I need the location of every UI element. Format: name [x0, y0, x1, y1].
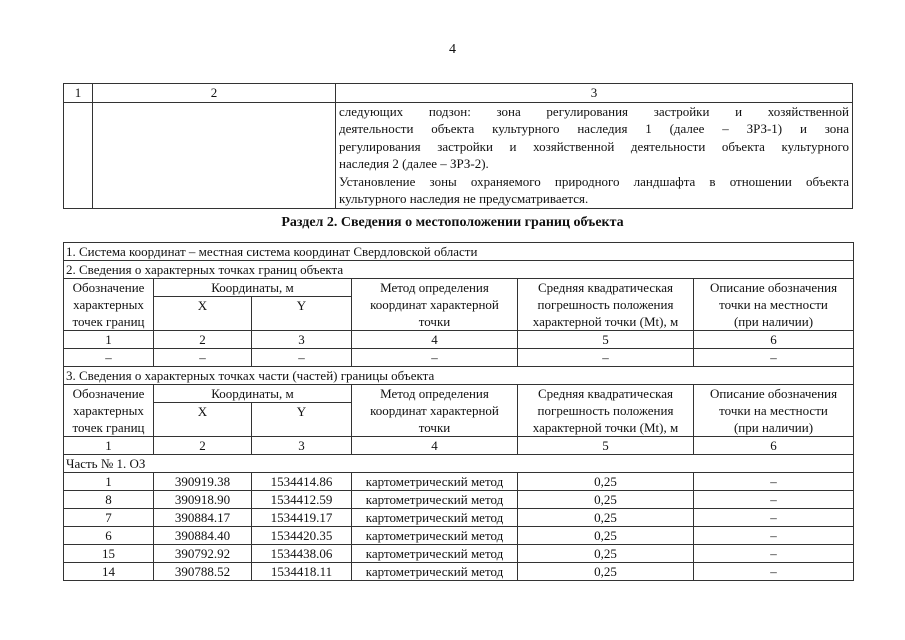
table-cell: картометрический метод: [352, 491, 518, 509]
table-cell: картометрический метод: [352, 473, 518, 491]
table-cell: –: [694, 491, 854, 509]
coordinate-system-row: 1. Система координат – местная система координат Свердловской области: [64, 243, 854, 261]
header-cell: 1: [64, 84, 93, 103]
table-cell: 1534438.06: [252, 545, 352, 563]
method-header: Метод определения координат характерной точки: [352, 279, 518, 331]
table-row: [64, 102, 853, 208]
method-header: Метод определения координат характерной точки: [352, 385, 518, 437]
table-row: [64, 473, 854, 491]
table-cell: 8: [64, 491, 154, 509]
header-cell: 3: [336, 84, 853, 103]
part-label-row: Часть № 1. ОЗ: [64, 455, 854, 473]
table-row: [64, 509, 854, 527]
table-cell: картометрический метод: [352, 563, 518, 581]
description-header: Описание обозначения точки на местности (при наличии): [694, 385, 854, 437]
table-cell: 1534412.59: [252, 491, 352, 509]
table-cell: 14: [64, 563, 154, 581]
table-cell: –: [694, 563, 854, 581]
table-cell: 1534418.11: [252, 563, 352, 581]
empty-data-row: – – – – – –: [64, 349, 854, 367]
table-cell: –: [694, 473, 854, 491]
designation-header: Обозначение характерных точек границ: [64, 385, 154, 437]
table-cell: 390788.52: [154, 563, 252, 581]
coords-header: Координаты, м: [154, 279, 352, 297]
table-row: [64, 563, 854, 581]
text-line: культурного наследия не предусматривается.: [339, 191, 589, 206]
empty-cell: [93, 102, 336, 208]
x-header: X: [154, 297, 252, 331]
data-rows: [64, 473, 854, 581]
y-header: Y: [252, 297, 352, 331]
header-cell: 2: [93, 84, 336, 103]
text-cell: [336, 102, 853, 208]
table-cell: 390884.40: [154, 527, 252, 545]
coordinates-table: [63, 242, 854, 581]
table-cell: –: [694, 509, 854, 527]
table-row: [64, 545, 854, 563]
column-number-row: 1 2 3 4 5 6: [64, 331, 854, 349]
table-cell: –: [694, 527, 854, 545]
error-header: Средняя квадратическая погрешность положения характерной точки (Mt), м: [518, 279, 694, 331]
table-cell: –: [694, 545, 854, 563]
section-3-row: 3. Сведения о характерных точках части (частей) границы объекта: [64, 367, 854, 385]
designation-header: Обозначение характерных точек границ: [64, 279, 154, 331]
x-header: X: [154, 403, 252, 437]
table-row: [64, 527, 854, 545]
table-cell: 390919.38: [154, 473, 252, 491]
table-cell: 0,25: [518, 509, 694, 527]
text-line: наследия 2 (далее – ЗРЗ-2).: [339, 156, 489, 171]
empty-cell: [64, 102, 93, 208]
table-cell: 0,25: [518, 545, 694, 563]
table-cell: 1534420.35: [252, 527, 352, 545]
text-line: деятельности объекта культурного наследия 1 (далее – ЗРЗ-1) и зона: [339, 121, 849, 136]
table-cell: 390918.90: [154, 491, 252, 509]
table-cell: 15: [64, 545, 154, 563]
table-cell: 1534419.17: [252, 509, 352, 527]
section-2-row: 2. Сведения о характерных точках границ объекта: [64, 261, 854, 279]
table-cell: картометрический метод: [352, 545, 518, 563]
table-cell: 0,25: [518, 473, 694, 491]
table-cell: 0,25: [518, 527, 694, 545]
text-line: следующих подзон: зона регулирования застройки и хозяйственной: [339, 103, 849, 119]
table-cell: 6: [64, 527, 154, 545]
table-cell: 1: [64, 473, 154, 491]
table-cell: 390884.17: [154, 509, 252, 527]
text-line: регулирования застройки и хозяйственной деятельности объекта культурного: [339, 138, 849, 154]
column-number-row: 1 2 3 4 5 6: [64, 437, 854, 455]
section-title: Раздел 2. Сведения о местоположении границ объекта: [281, 215, 624, 230]
table-cell: 1534414.86: [252, 473, 352, 491]
table-cell: картометрический метод: [352, 509, 518, 527]
coords-header: Координаты, м: [154, 385, 352, 403]
table-header-row: [64, 84, 853, 103]
continuation-table: [63, 83, 853, 209]
table-cell: 7: [64, 509, 154, 527]
error-header: Средняя квадратическая погрешность положения характерной точки (Mt), м: [518, 385, 694, 437]
description-header: Описание обозначения точки на местности (при наличии): [694, 279, 854, 331]
y-header: Y: [252, 403, 352, 437]
table-row: [64, 491, 854, 509]
table-cell: 390792.92: [154, 545, 252, 563]
text-line: Установление зоны охраняемого природного ландшафта в отношении объекта: [339, 173, 849, 189]
page-number: 4: [449, 42, 456, 57]
table-cell: 0,25: [518, 563, 694, 581]
table-cell: 0,25: [518, 491, 694, 509]
table-cell: картометрический метод: [352, 527, 518, 545]
